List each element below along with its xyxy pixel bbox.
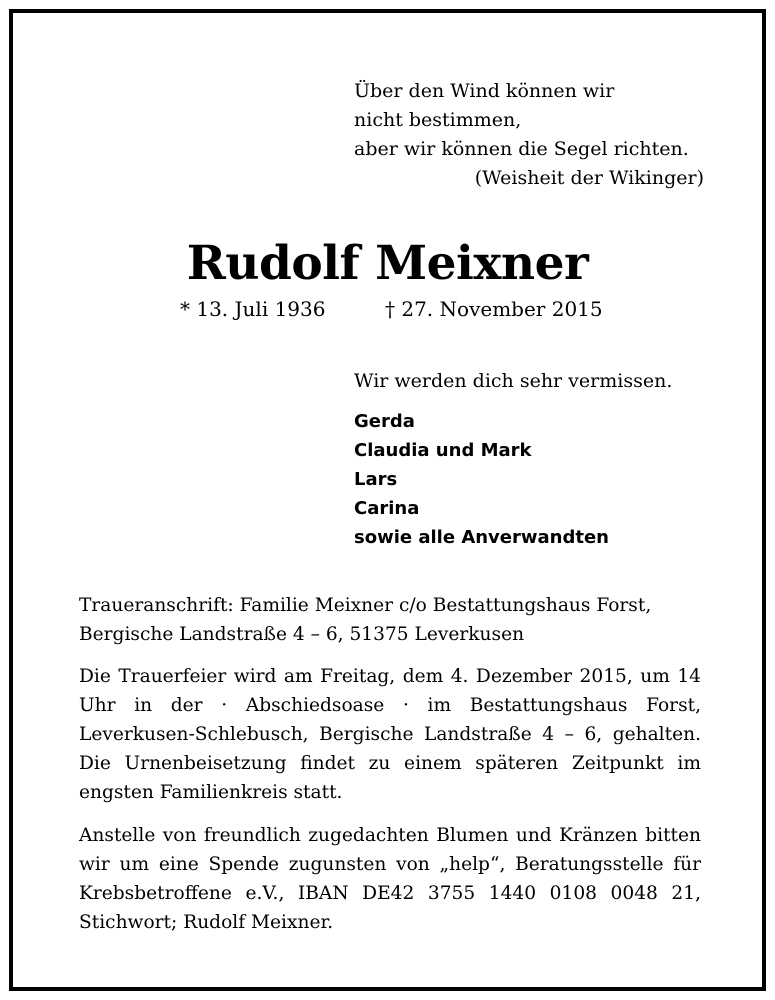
- family-member: Carina: [354, 498, 420, 519]
- quote-source: (Weisheit der Wikinger): [474, 167, 704, 189]
- family-member: Lars: [354, 469, 398, 490]
- birth-date: * 13. Juli 1936: [180, 297, 326, 321]
- mourning-address: [79, 591, 701, 649]
- family-member: sowie alle Anverwandten: [354, 527, 609, 548]
- donation-text: Anstelle von freundlich zugedachten Blumen und Kränzen bitten wir um eine Spende zugunsten von „help“, Beratungsstelle für Krebsbetroffene e.V., IBAN DE42 3755 1440 0108 0048 21, Stichwort; Rudolf Meixner.: [79, 825, 701, 933]
- address-line: Traueranschrift: Familie Meixner c/o Bestattungshaus Forst,: [79, 595, 652, 616]
- family-member: Claudia und Mark: [354, 440, 532, 461]
- donation-paragraph: [79, 821, 701, 937]
- obituary-frame: [9, 9, 766, 991]
- ceremony-text: Die Trauerfeier wird am Freitag, dem 4. Dezember 2015, um 14 Uhr in der · Abschiedsoase · im Bestattungshaus Forst, Leverkusen-Schlebusch, Bergische Landstraße 4 – 6, gehalten. Die Urnenbeisetzung findet zu einem späteren Zeitpunkt im engsten Familienkreis statt.: [79, 666, 701, 803]
- quote-block: [354, 77, 704, 193]
- farewell-line: Wir werden dich sehr vermissen.: [354, 370, 673, 392]
- ceremony-paragraph: [79, 662, 701, 807]
- deceased-name: Rudolf Meixner: [186, 236, 589, 291]
- death-date: † 27. November 2015: [385, 297, 603, 321]
- family-list: [354, 407, 609, 552]
- quote-line: aber wir können die Segel richten.: [354, 138, 689, 160]
- quote-line: Über den Wind können wir: [354, 80, 615, 102]
- address-line: Bergische Landstraße 4 – 6, 51375 Leverkusen: [79, 624, 525, 645]
- family-member: Gerda: [354, 411, 415, 432]
- quote-line: nicht bestimmen,: [354, 109, 522, 131]
